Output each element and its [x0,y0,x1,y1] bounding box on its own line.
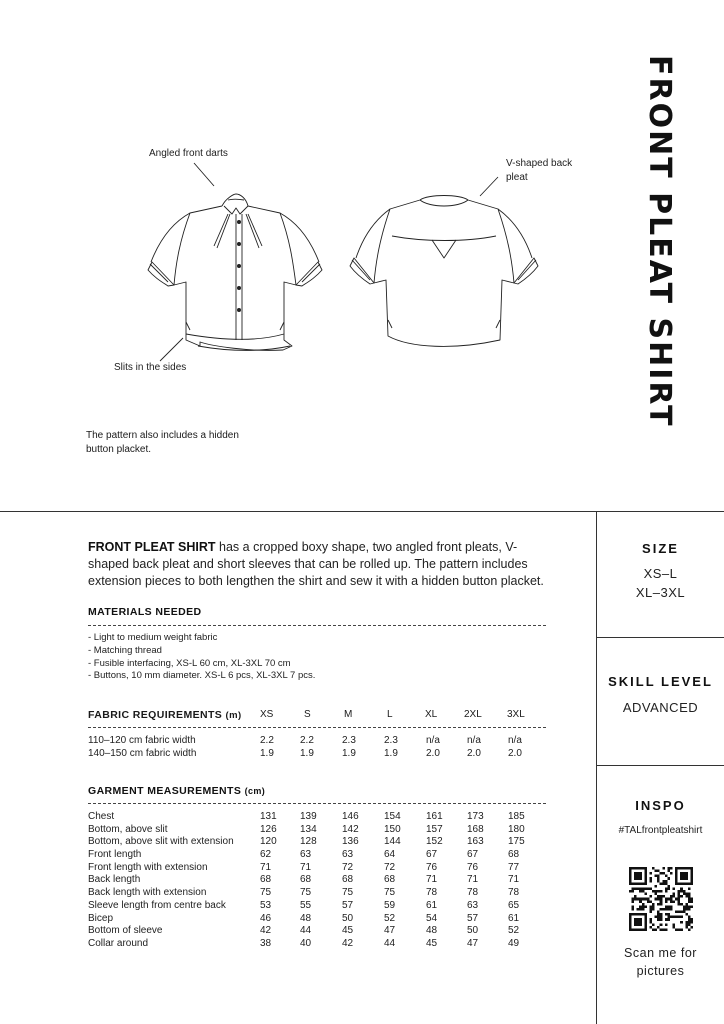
table-cell: 168 [467,823,484,835]
table-cell: 72 [342,861,354,873]
table-cell: 128 [300,836,317,848]
skill-title: SKILL LEVEL [608,674,713,689]
table-cell: 48 [300,912,312,924]
table-cell: 2.2 [260,735,274,746]
table-cell: 75 [260,887,272,899]
table-cell: 42 [260,925,272,937]
table-cell: 175 [508,836,525,848]
table-cell: 173 [467,811,484,822]
section-divider [0,511,724,512]
table-cell: 44 [300,925,312,937]
table-cell: 40 [300,937,312,949]
table-cell: 76 [467,861,479,873]
table-cell: 63 [342,849,354,861]
table-row [88,925,548,938]
table-cell: 1.9 [384,747,398,759]
table-row [88,862,548,875]
row-label: 140–150 cm fabric width [88,747,197,759]
materials-item: - Fusible interfacing, XS-L 60 cm, XL-3XL 70 cm [88,657,291,669]
table-cell: 1.9 [300,747,314,759]
table-cell: 68 [508,849,520,861]
materials-item: - Light to medium weight fabric [88,632,218,643]
table-row [88,849,548,862]
table-cell: 134 [300,823,317,835]
table-cell: 64 [384,849,396,861]
size-col-header: L [387,709,393,720]
table-cell: 68 [342,874,354,886]
front-shirt-drawing [148,194,322,351]
sidebar-rule-1 [596,637,724,638]
fabric-unit: (m) [225,710,242,721]
table-cell: 59 [384,899,396,911]
table-cell: 131 [260,811,277,822]
callout-front-darts: Angled front darts [149,148,228,159]
table-cell: 71 [426,874,438,886]
table-row [88,900,548,913]
inspo-title: INSPO [635,798,686,813]
intro-paragraph: FRONT PLEAT SHIRT has a cropped boxy shape, two angled front pleats, V-shaped back pleat and short sleeves that can be rolled up. The pattern includes extension pieces to both lengthen the shirt and sew it with a hidden button placket. [88,540,544,588]
table-cell: 54 [426,912,438,924]
row-label: Bottom of sleeve [88,925,163,937]
table-cell: 68 [260,874,272,886]
row-label: Front length [88,849,142,861]
table-cell: 52 [384,912,396,924]
table-row [88,748,548,761]
table-cell: 47 [467,937,479,949]
table-cell: 75 [384,887,396,899]
table-cell: 45 [426,937,438,949]
table-cell: 71 [467,874,479,886]
size-col-header: S [304,709,311,720]
table-cell: 67 [467,849,479,861]
table-cell: n/a [467,735,481,746]
table-cell: 150 [384,823,401,835]
fabric-header [88,709,548,723]
table-cell: 2.3 [384,735,398,746]
table-cell: 76 [426,861,438,873]
table-cell: 78 [426,887,438,899]
sidebar-rule-2 [596,765,724,766]
callout-back-pleat: V-shaped back pleat [506,158,573,183]
table-cell: 152 [426,836,443,848]
table-cell: 68 [300,874,312,886]
table-cell: 185 [508,811,525,822]
row-label: Back length [88,874,141,886]
table-row [88,811,548,824]
table-cell: 52 [508,925,520,937]
garment-table [88,811,548,951]
table-cell: 46 [260,912,272,924]
table-cell: 71 [508,874,520,886]
size-values [597,564,724,602]
table-cell: 57 [467,912,479,924]
table-row [88,836,548,849]
table-row [88,824,548,837]
garment-unit: (cm) [244,786,266,796]
table-row [88,887,548,900]
shirt-technical-drawing [0,0,600,420]
table-row [88,874,548,887]
table-cell: 2.3 [342,735,356,746]
materials-divider [88,625,546,626]
size-col-header: M [344,709,353,720]
table-cell: 2.0 [467,747,481,759]
table-cell: 49 [508,937,520,949]
materials-item: - Buttons, 10 mm diameter. XS-L 6 pcs, XL-3XL 7 pcs. [88,670,316,682]
table-cell: 48 [426,925,438,937]
size-col-header: XL [425,709,438,720]
callout-slits: Slits in the sides [114,362,187,373]
table-cell: 67 [426,849,438,861]
row-label: Sleeve length from centre back [88,899,226,911]
table-cell: 53 [260,899,272,911]
table-cell: 1.9 [342,747,356,759]
table-row [88,913,548,926]
table-cell: 71 [260,861,272,873]
inspo-hashtag: #TALfrontpleatshirt [618,825,703,836]
table-cell: 61 [426,899,438,911]
skill-value: ADVANCED [622,700,699,715]
table-cell: 126 [260,823,277,835]
table-cell: 146 [342,811,359,822]
table-row [88,938,548,951]
table-cell: 55 [300,899,312,911]
table-cell: 71 [300,861,312,873]
table-cell: 72 [384,861,396,873]
row-label: Bicep [88,912,114,924]
row-label: Back length with extension [88,887,207,899]
row-label: 110–120 cm fabric width [88,735,196,746]
back-shirt-drawing [350,196,538,347]
table-cell: 45 [342,925,354,937]
row-label: Bottom, above slit with extension [88,836,234,848]
fabric-title: FABRIC REQUIREMENTS [88,709,223,721]
table-cell: 1.9 [260,747,274,759]
table-cell: 157 [426,823,443,835]
table-cell: 136 [342,836,359,848]
table-cell: 142 [342,823,359,835]
table-cell: 154 [384,811,401,822]
scan-caption-line: pictures [636,964,685,978]
table-cell: 163 [467,836,484,848]
scan-caption [597,944,724,980]
page-title: FRONT PLEAT SHIRT [642,55,677,428]
table-cell: 144 [384,836,401,848]
table-cell: 180 [508,823,525,835]
materials-list [88,632,315,683]
table-cell: n/a [426,735,440,746]
table-cell: 77 [508,861,520,873]
table-cell: 65 [508,899,520,911]
table-cell: 120 [260,836,277,848]
row-label: Bottom, above slit [88,823,168,835]
fabric-table [88,735,548,760]
table-cell: 38 [260,937,272,949]
scan-caption-line: Scan me for [624,946,697,960]
size-range: XS–L [643,566,678,581]
fabric-divider [88,727,546,728]
table-cell: 68 [384,874,396,886]
table-cell: 2.0 [508,747,522,759]
materials-title: MATERIALS NEEDED [88,606,202,618]
row-label: Front length with extension [88,861,208,873]
table-cell: 57 [342,899,354,911]
table-cell: 139 [300,811,317,822]
garment-title: GARMENT MEASUREMENTS [88,785,242,797]
hidden-placket-note: The pattern also includes a hidden button placket. [86,430,239,455]
table-cell: 63 [300,849,312,861]
table-cell: 161 [426,811,443,822]
table-cell: 62 [260,849,272,861]
table-cell: 61 [508,912,520,924]
garment-divider [88,803,546,804]
table-cell: 50 [342,912,354,924]
table-cell: 63 [467,899,479,911]
row-label: Chest [88,811,115,822]
table-cell: 78 [508,887,520,899]
size-range: XL–3XL [635,585,686,600]
qr-code[interactable] [629,867,693,931]
table-row [88,735,548,748]
table-cell: 78 [467,887,479,899]
size-col-header: 3XL [507,709,525,720]
table-cell: n/a [508,735,522,746]
table-cell: 42 [342,937,354,949]
row-label: Collar around [88,937,149,949]
table-cell: 47 [384,925,396,937]
table-cell: 44 [384,937,396,949]
garment-title-wrap [88,785,265,797]
table-cell: 75 [300,887,312,899]
table-cell: 2.2 [300,735,314,746]
table-cell: 50 [467,925,479,937]
table-cell: 75 [342,887,354,899]
size-col-header: XS [260,709,274,720]
materials-item: - Matching thread [88,644,162,656]
table-cell: 2.0 [426,747,440,759]
size-col-header: 2XL [464,709,482,720]
size-title: SIZE [642,541,679,556]
